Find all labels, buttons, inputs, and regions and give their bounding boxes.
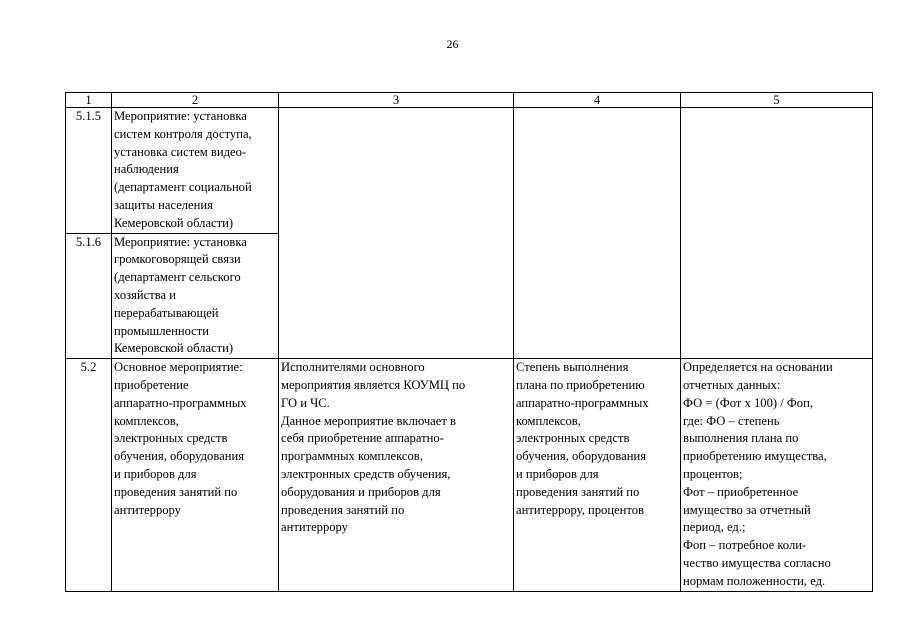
text-line: себя приобретение аппаратно- [281, 431, 444, 446]
text-line: Фот – приобретенное [683, 484, 799, 499]
text-line: Мероприятие: установка [114, 109, 247, 123]
header-col-1: 1 [66, 93, 112, 108]
text-line: комплексов, [114, 413, 179, 428]
calculation-method [681, 359, 873, 591]
text-line: перерабатывающей [114, 305, 219, 320]
text-line: промышленности [114, 323, 210, 338]
text-line: и приборов для [114, 466, 197, 481]
text-line: ГО и ЧС. [281, 395, 330, 410]
empty-cell [279, 108, 514, 359]
text-line: антитеррору, процентов [516, 502, 645, 517]
text-line: защиты населения [114, 197, 213, 212]
empty-cell [514, 108, 681, 359]
text-line: приобретению имущества, [683, 449, 827, 464]
text-line: антитеррору [114, 502, 181, 517]
text-line: программных комплексов, [281, 449, 423, 464]
text-line: и приборов для [516, 466, 599, 481]
page-number: 26 [446, 37, 459, 51]
text-line: антитеррору [281, 520, 348, 535]
text-line: громкоговорящей связи [114, 252, 241, 267]
text-line: электронных средств [114, 431, 228, 446]
text-line: Кемеровской области) [114, 341, 234, 356]
executors-description [279, 359, 514, 591]
text-line: установка систем видео- [114, 144, 247, 159]
text-line: плана по приобретению [516, 377, 645, 392]
indicator-name [514, 359, 681, 591]
row-number: 5.1.5 [66, 108, 112, 234]
empty-cell [681, 108, 873, 359]
text-line: чество имущества согласно [683, 555, 831, 570]
row-number: 5.2 [66, 359, 112, 591]
text-line: процентов; [683, 466, 743, 481]
text-line: наблюдения [114, 162, 179, 177]
header-row [66, 93, 873, 108]
main-table [65, 92, 873, 592]
text-line: Степень выполнения [516, 360, 629, 375]
text-line: Исполнителями основного [281, 360, 425, 375]
header-col-5: 5 [681, 93, 873, 108]
header-col-2: 2 [112, 93, 279, 108]
text-line: (департамент социальной [114, 180, 252, 195]
text-line: Кемеровской области) [114, 215, 234, 230]
event-description [112, 233, 279, 359]
text-line: где: ФО – степень [683, 413, 780, 428]
text-line: обучения, оборудования [516, 449, 646, 464]
text-line: электронных средств [516, 431, 630, 446]
event-description [112, 359, 279, 591]
text-line: проведения занятий по [281, 502, 405, 517]
text-line: Основное мероприятие: [114, 360, 243, 375]
text-line: аппаратно-программных [114, 395, 247, 410]
text-line: (департамент сельского [114, 270, 241, 285]
text-line: ФО = (Фот х 100) / Фоп, [683, 395, 813, 410]
table-row [66, 108, 873, 234]
header-col-3: 3 [279, 93, 514, 108]
text-line: Определяется на основании [683, 360, 833, 375]
text-line: выполнения плана по [683, 431, 799, 446]
text-line: Фоп – потребное коли- [683, 538, 807, 553]
table-row [66, 359, 873, 591]
event-description [112, 108, 279, 234]
text-line: Мероприятие: установка [114, 234, 247, 249]
text-line: период, ед.; [683, 520, 746, 535]
text-line: имущество за отчетный [683, 502, 811, 517]
text-line: приобретение [114, 377, 189, 392]
text-line: комплексов, [516, 413, 581, 428]
text-line: Данное мероприятие включает в [281, 413, 456, 428]
text-line: аппаратно-программных [516, 395, 649, 410]
text-line: проведения занятий по [114, 484, 238, 499]
text-line: нормам положенности, ед. [683, 573, 826, 588]
text-line: систем контроля доступа, [114, 126, 252, 141]
text-line: обучения, оборудования [114, 449, 244, 464]
text-line: оборудования и приборов для [281, 484, 441, 499]
text-line: мероприятия является КОУМЦ по [281, 377, 466, 392]
text-line: электронных средств обучения, [281, 466, 451, 481]
header-col-4: 4 [514, 93, 681, 108]
row-number: 5.1.6 [66, 233, 112, 359]
text-line: хозяйства и [114, 287, 176, 302]
text-line: отчетных данных: [683, 377, 781, 392]
text-line: проведения занятий по [516, 484, 640, 499]
